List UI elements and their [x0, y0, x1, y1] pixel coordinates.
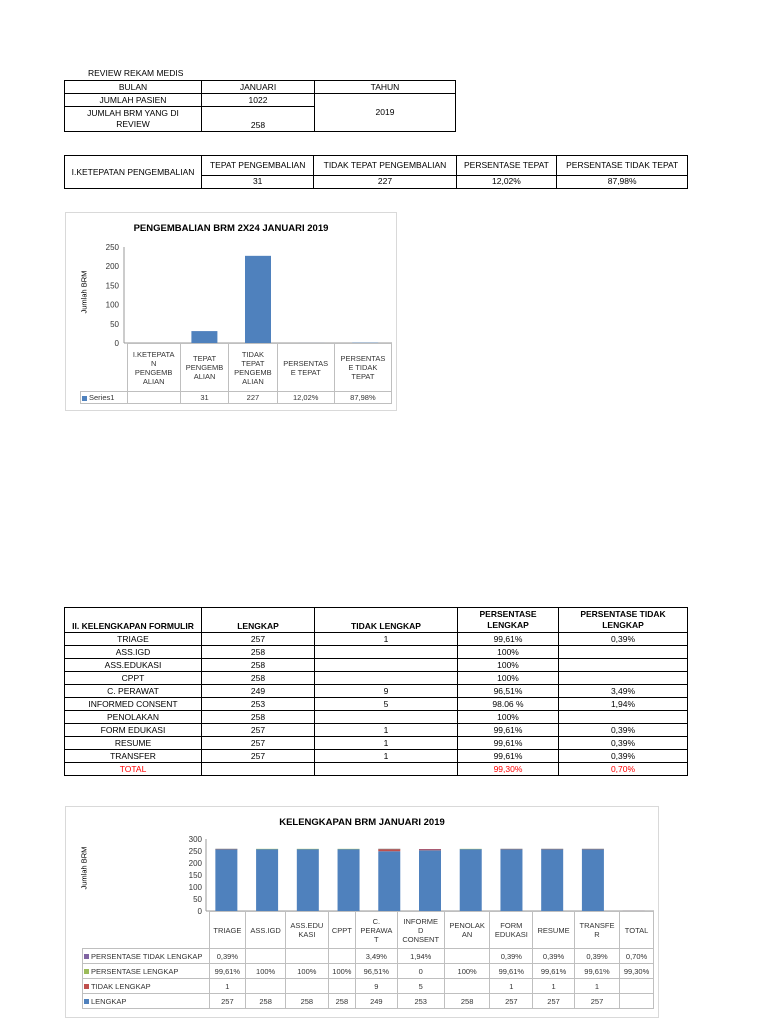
data-label: [620, 979, 654, 994]
x-tick-label: [574, 912, 619, 949]
data-label: 31: [180, 392, 228, 404]
x-tick-line: FORM: [500, 921, 523, 930]
x-tick-line: RESUME: [537, 925, 570, 935]
row-persen-lengkap: 99,61%: [458, 737, 559, 750]
row-persen-lengkap: 100%: [458, 646, 559, 659]
data-label: 257: [209, 994, 246, 1009]
chart-title: PENGEMBALIAN BRM 2X24 JANUARI 2019: [133, 223, 329, 234]
total-label: TOTAL: [65, 763, 202, 776]
x-tick-line: TIDAK: [241, 349, 264, 359]
data-label: [444, 979, 490, 994]
x-tick-line: INFORME: [403, 916, 438, 926]
y-tick-label: 50: [193, 895, 202, 904]
chart-plot: [66, 213, 396, 353]
bar-segment: [256, 849, 278, 911]
legend-swatch-icon: [84, 984, 89, 989]
row-tidak-lengkap: 1: [315, 633, 458, 646]
x-tick-line: PERAWA: [360, 925, 393, 935]
row-lengkap: 249: [202, 685, 315, 698]
y-tick-label: 0: [114, 339, 119, 348]
x-tick-line: TEPAT: [351, 372, 375, 381]
data-label: [328, 979, 355, 994]
header-persen-tidak-tepat: PERSENTASE TIDAK TEPAT: [557, 156, 688, 176]
row-name: C. PERAWAT: [65, 685, 202, 698]
data-label: 1: [209, 979, 246, 994]
row-name: ASS.EDUKASI: [65, 659, 202, 672]
header-tidak-tepat: TIDAK TEPAT PENGEMBALIAN: [314, 156, 456, 176]
data-label: 9: [356, 979, 398, 994]
row-persen-tidak-lengkap: 3,49%: [559, 685, 688, 698]
series-rows: [83, 949, 654, 1009]
data-label: 99,61%: [209, 964, 246, 979]
row-persen-lengkap: 100%: [458, 672, 559, 685]
bar-segment: [378, 849, 400, 851]
legend-spacer: [83, 912, 210, 949]
total-tidak-lengkap: [315, 763, 458, 776]
data-label: 12,02%: [277, 392, 334, 404]
x-tick-label: [620, 912, 654, 949]
row-persen-tidak-lengkap: 1,94%: [559, 698, 688, 711]
legend-spacer: [81, 344, 128, 392]
row-persen-lengkap: 98.06 %: [458, 698, 559, 711]
x-tick-label: [356, 912, 398, 949]
data-label: 100%: [286, 964, 329, 979]
data-label: 99,61%: [533, 964, 575, 979]
data-label: 1: [533, 979, 575, 994]
jumlah-brm-label-line2: REVIEW: [116, 119, 150, 129]
chart-kelengkapan: [65, 806, 659, 1018]
legend-label: PERSENTASE TIDAK LENGKAP: [91, 951, 203, 961]
x-tick-line: PERSENTAS: [340, 354, 386, 363]
table-row: [65, 750, 688, 763]
row-tidak-lengkap: 9: [315, 685, 458, 698]
tahun-value: 2019: [315, 94, 456, 132]
x-tick-label: [397, 912, 444, 949]
row-persen-lengkap: 99,61%: [458, 724, 559, 737]
bar: [191, 331, 217, 343]
x-tick-line: ALIAN: [193, 372, 216, 381]
row-persen-lengkap: 100%: [458, 659, 559, 672]
table-row: [65, 659, 688, 672]
series-row: [81, 392, 392, 404]
table-row: [65, 711, 688, 724]
series-row: [83, 949, 654, 964]
bar-segment: [541, 849, 563, 911]
ketepatan-label: I.KETEPATAN PENGEMBALIAN: [65, 156, 202, 189]
data-label: 100%: [444, 964, 490, 979]
data-label: 227: [229, 392, 277, 404]
ketepatan-table: [64, 155, 688, 189]
bar-segment: [297, 849, 319, 911]
x-tick-label: [444, 912, 490, 949]
row-persen-tidak-lengkap: [559, 711, 688, 724]
legend-swatch-icon: [84, 954, 89, 959]
jumlah-pasien-label: JUMLAH PASIEN: [65, 94, 202, 107]
legend-swatch-icon: [82, 396, 87, 401]
data-label: 99,61%: [574, 964, 619, 979]
legend-label: TIDAK LENGKAP: [91, 981, 151, 991]
data-label: 253: [397, 994, 444, 1009]
row-persen-tidak-lengkap: 0,39%: [559, 633, 688, 646]
header-bulan: BULAN: [65, 81, 202, 94]
chart-pengembalian: [65, 212, 397, 411]
row-tidak-lengkap: [315, 711, 458, 724]
total-persen-lengkap: 99,30%: [458, 763, 559, 776]
chart-ylabel: Jumlah BRM: [79, 846, 89, 890]
row-tidak-lengkap: 1: [315, 750, 458, 763]
total-persen-tidak-lengkap: 0,70%: [559, 763, 688, 776]
data-label: 0: [397, 964, 444, 979]
y-tick-label: 250: [105, 243, 119, 252]
x-tick-label: [490, 912, 533, 949]
data-label: 0,39%: [209, 949, 246, 964]
total-lengkap: [202, 763, 315, 776]
data-label: [286, 949, 329, 964]
data-label: 99,61%: [490, 964, 533, 979]
row-persen-tidak-lengkap: [559, 646, 688, 659]
header-januari: JANUARI: [202, 81, 315, 94]
bar-segment: [378, 851, 400, 911]
data-label: [127, 392, 180, 404]
data-label: 96,51%: [356, 964, 398, 979]
y-tick-label: 250: [188, 847, 202, 856]
legend-entry: [83, 964, 210, 979]
header-lengkap: LENGKAP: [202, 608, 315, 633]
data-label: 249: [356, 994, 398, 1009]
data-label: 1,94%: [397, 949, 444, 964]
bar: [245, 256, 271, 343]
row-lengkap: 257: [202, 750, 315, 763]
value-tepat: 31: [202, 175, 314, 188]
row-name: CPPT: [65, 672, 202, 685]
x-tick-line: TOTAL: [624, 925, 649, 935]
x-tick-line: EDUKASI: [494, 930, 528, 939]
x-tick-line: CONSENT: [402, 934, 440, 944]
y-tick-label: 150: [188, 871, 202, 880]
bar-segment: [500, 849, 522, 911]
legend-label: PERSENTASE LENGKAP: [91, 966, 179, 976]
kelengkapan-rows: [65, 633, 688, 763]
jumlah-pasien-value: 1022: [202, 94, 315, 107]
row-tidak-lengkap: [315, 659, 458, 672]
row-lengkap: 258: [202, 646, 315, 659]
row-persen-tidak-lengkap: [559, 672, 688, 685]
table-row: [65, 724, 688, 737]
row-lengkap: 258: [202, 672, 315, 685]
x-tick-line: KASI: [298, 930, 316, 939]
jumlah-brm-label-line1: JUMLAH BRM YANG DI: [87, 108, 179, 118]
y-tick-label: 200: [188, 859, 202, 868]
y-tick-label: 50: [110, 319, 119, 329]
chart-ylabel: Jumlah BRM: [79, 270, 89, 314]
x-tick-label: [533, 912, 575, 949]
legend-swatch-icon: [84, 969, 89, 974]
row-name: RESUME: [65, 737, 202, 750]
row-tidak-lengkap: [315, 672, 458, 685]
data-label: 0,39%: [490, 949, 533, 964]
row-lengkap: 253: [202, 698, 315, 711]
row-name: TRANSFER: [65, 750, 202, 763]
legend-entry: [83, 949, 210, 964]
x-tick-label: [209, 912, 246, 949]
row-tidak-lengkap: 5: [315, 698, 458, 711]
series-row: [83, 994, 654, 1009]
header-tidak-lengkap: TIDAK LENGKAP: [315, 608, 458, 633]
row-persen-lengkap: 100%: [458, 711, 559, 724]
bar-segment: [338, 849, 360, 911]
legend-entry: [83, 979, 210, 994]
bar-segment: [460, 849, 482, 911]
row-persen-tidak-lengkap: 0,39%: [559, 737, 688, 750]
legend-series1: [81, 392, 128, 404]
x-tick-line: TEPAT: [193, 354, 217, 363]
table-row: [65, 646, 688, 659]
row-lengkap: 257: [202, 737, 315, 750]
x-tick-line: CPPT: [331, 925, 352, 935]
chart-title: KELENGKAPAN BRM JANUARI 2019: [279, 817, 445, 828]
x-tick-line: ASS.IGD: [250, 925, 281, 935]
row-persen-lengkap: 96,51%: [458, 685, 559, 698]
kelengkapan-table: [64, 607, 688, 776]
x-tick-line: I.KETEPATA: [132, 349, 175, 359]
row-persen-tidak-lengkap: 0,39%: [559, 724, 688, 737]
x-tick-line: PENGEMB: [185, 363, 224, 372]
data-label: 5: [397, 979, 444, 994]
review-title: REVIEW REKAM MEDIS: [88, 68, 184, 78]
data-label: 99,30%: [620, 964, 654, 979]
jumlah-brm-value: 258: [202, 107, 315, 132]
x-tick-line: D: [417, 925, 424, 935]
data-label: 0,39%: [533, 949, 575, 964]
x-tick-line: N: [150, 358, 157, 368]
x-tick-line: R: [594, 930, 600, 939]
review-table: [64, 80, 456, 132]
category-row: [83, 912, 654, 949]
row-name: TRIAGE: [65, 633, 202, 646]
header-persen-lengkap: PERSENTASE LENGKAP: [458, 608, 559, 633]
x-tick-label: [334, 344, 391, 392]
table-row: [65, 672, 688, 685]
x-tick-label: [127, 344, 180, 392]
header-tepat: TEPAT PENGEMBALIAN: [202, 156, 314, 176]
bar-segment: [582, 849, 604, 911]
x-tick-line: PENOLAK: [449, 921, 485, 930]
data-label: 257: [574, 994, 619, 1009]
row-tidak-lengkap: 1: [315, 724, 458, 737]
data-label: 258: [246, 994, 286, 1009]
x-tick-label: [286, 912, 329, 949]
series-row: [83, 979, 654, 994]
chart-data-table: [82, 911, 654, 1009]
data-label: 1: [574, 979, 619, 994]
x-tick-line: ASS.EDU: [290, 921, 324, 930]
table-row: [65, 698, 688, 711]
y-tick-label: 0: [197, 907, 202, 916]
data-label: [246, 949, 286, 964]
row-name: ASS.IGD: [65, 646, 202, 659]
legend-label: Series1: [89, 393, 115, 402]
y-tick-label: 200: [105, 262, 119, 272]
data-label: 257: [490, 994, 533, 1009]
header-persen-tepat: PERSENTASE TEPAT: [456, 156, 557, 176]
x-tick-line: C.: [372, 916, 381, 926]
chart-plot: [66, 807, 658, 917]
bar-segment: [419, 850, 441, 911]
legend-entry: [83, 994, 210, 1009]
row-persen-lengkap: 99,61%: [458, 750, 559, 763]
x-tick-label: [328, 912, 355, 949]
x-tick-line: TRIAGE: [213, 925, 242, 935]
value-persen-tidak-tepat: 87,98%: [557, 175, 688, 188]
row-persen-tidak-lengkap: [559, 659, 688, 672]
y-tick-label: 150: [105, 281, 119, 291]
bar-segment: [215, 849, 237, 911]
row-persen-tidak-lengkap: 0,39%: [559, 750, 688, 763]
data-label: 0,39%: [574, 949, 619, 964]
data-label: [246, 979, 286, 994]
x-tick-line: ALIAN: [142, 376, 165, 386]
table-row: [65, 633, 688, 646]
x-tick-line: PENGEMB: [234, 367, 272, 377]
data-label: [286, 979, 329, 994]
x-tick-line: T: [374, 934, 379, 944]
data-label: [620, 994, 654, 1009]
data-label: 258: [286, 994, 329, 1009]
legend-label: LENGKAP: [91, 996, 127, 1006]
x-tick-label: [246, 912, 286, 949]
row-name: INFORMED CONSENT: [65, 698, 202, 711]
x-tick-line: TRANSFE: [579, 921, 615, 930]
legend-swatch-icon: [84, 999, 89, 1004]
x-tick-line: PERSENTAS: [283, 358, 329, 368]
data-label: 100%: [246, 964, 286, 979]
row-tidak-lengkap: 1: [315, 737, 458, 750]
x-tick-label: [229, 344, 277, 392]
row-name: FORM EDUKASI: [65, 724, 202, 737]
x-tick-line: TEPAT: [241, 358, 265, 368]
data-label: 258: [444, 994, 490, 1009]
header-kelengkapan: II. KELENGKAPAN FORMULIR: [65, 608, 202, 633]
x-tick-line: AN: [461, 930, 473, 939]
row-lengkap: 258: [202, 659, 315, 672]
data-label: 0,70%: [620, 949, 654, 964]
category-row: [81, 344, 392, 392]
series-row: [83, 964, 654, 979]
data-label: 258: [328, 994, 355, 1009]
data-label: [328, 949, 355, 964]
jumlah-brm-label: [65, 107, 202, 132]
row-tidak-lengkap: [315, 646, 458, 659]
x-tick-line: E TEPAT: [290, 367, 321, 377]
y-tick-label: 100: [105, 300, 119, 310]
table-row: [65, 685, 688, 698]
row-lengkap: 257: [202, 633, 315, 646]
data-label: 100%: [328, 964, 355, 979]
value-tidak-tepat: 227: [314, 175, 456, 188]
data-label: 257: [533, 994, 575, 1009]
value-persen-tepat: 12,02%: [456, 175, 557, 188]
chart-data-table: [80, 343, 392, 404]
data-label: 87,98%: [334, 392, 391, 404]
header-persen-tidak-lengkap: PERSENTASE TIDAK LENGKAP: [559, 608, 688, 633]
y-tick-label: 300: [188, 835, 202, 844]
x-tick-label: [277, 344, 334, 392]
data-label: [444, 949, 490, 964]
row-name: PENOLAKAN: [65, 711, 202, 724]
total-row: [65, 763, 688, 776]
x-tick-line: ALIAN: [242, 376, 264, 386]
header-tahun: TAHUN: [315, 81, 456, 94]
data-label: 1: [490, 979, 533, 994]
row-lengkap: 258: [202, 711, 315, 724]
y-tick-label: 100: [188, 883, 202, 892]
data-label: 3,49%: [356, 949, 398, 964]
row-persen-lengkap: 99,61%: [458, 633, 559, 646]
x-tick-line: PENGEMB: [134, 367, 173, 377]
x-tick-line: E TIDAK: [348, 363, 378, 372]
x-tick-label: [180, 344, 228, 392]
table-row: [65, 737, 688, 750]
row-lengkap: 257: [202, 724, 315, 737]
